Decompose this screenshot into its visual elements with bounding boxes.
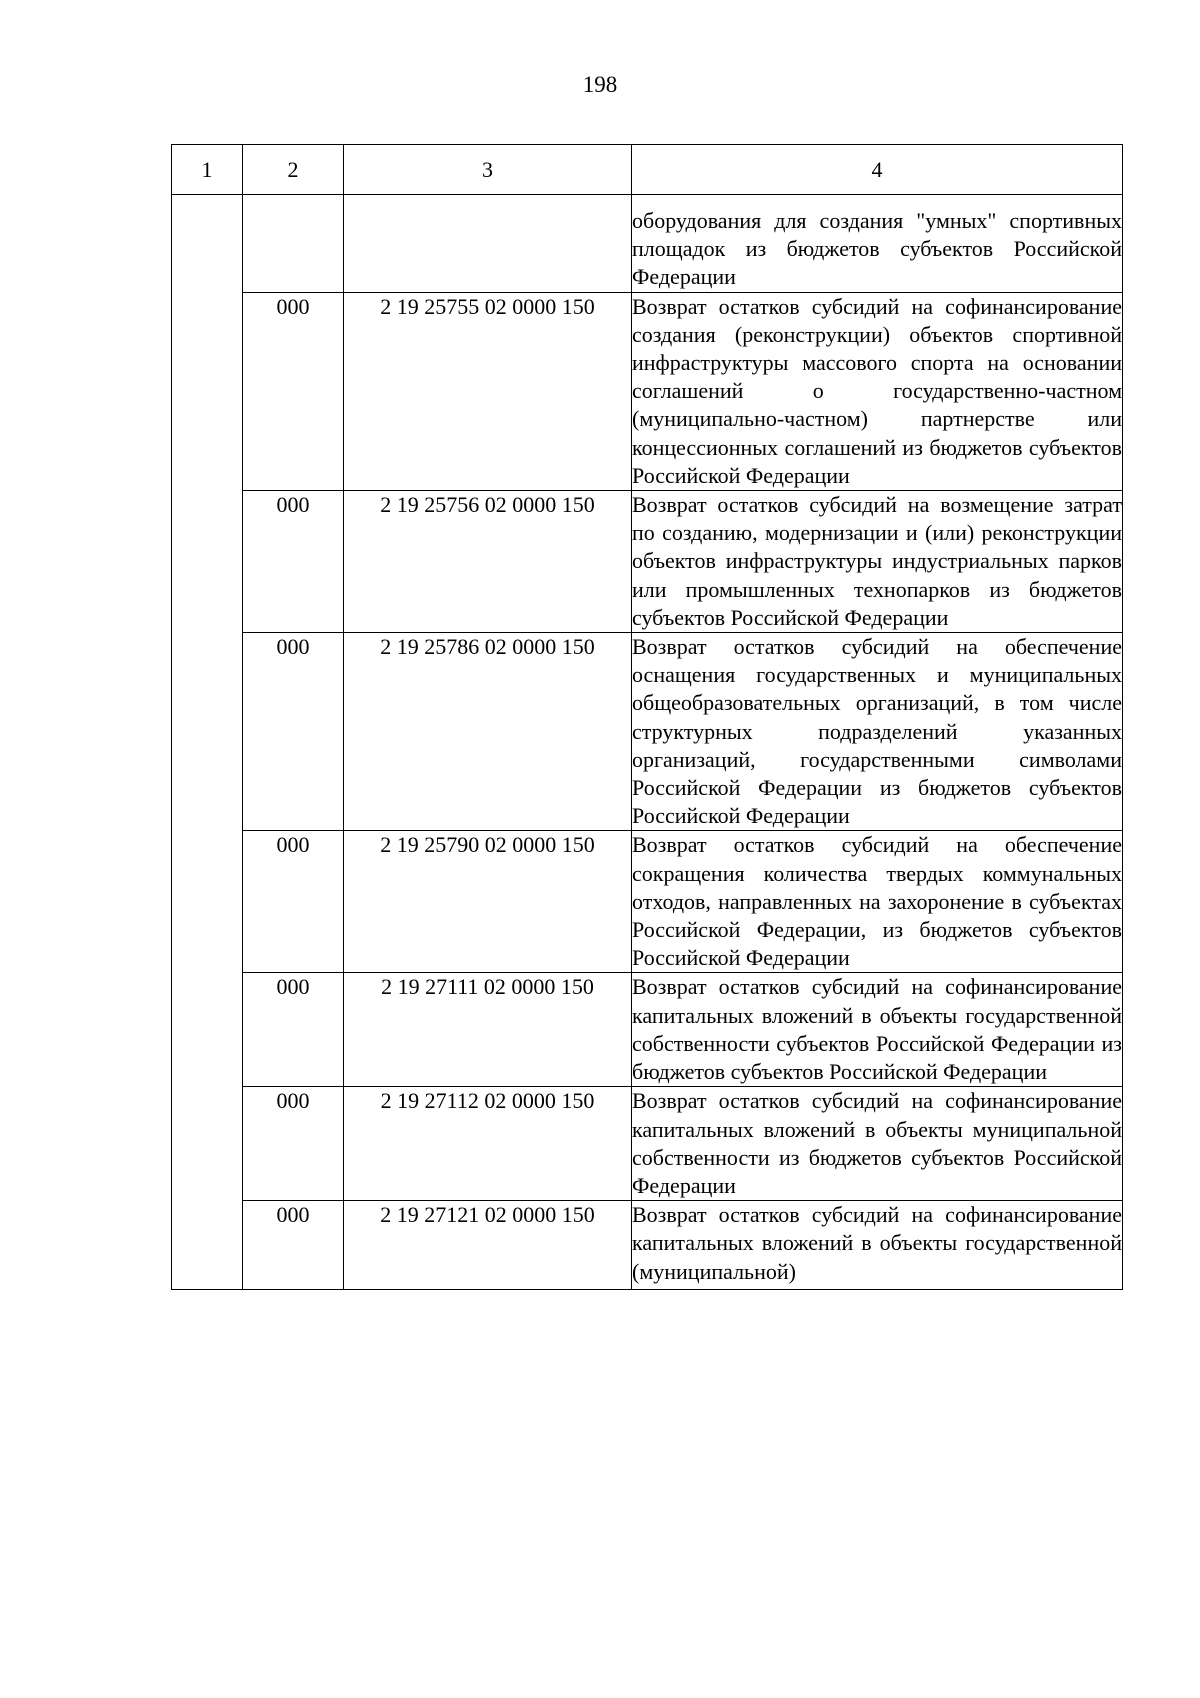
table-row [172,491,1123,633]
budget-code-cell: 2 19 25756 02 0000 150 [344,491,632,633]
col-1-cell [172,195,243,1290]
description-cell: Возврат остатков субсидий на софинансирование создания (реконструкции) объектов спортивной инфраструктуры массового спорта на основании соглашений о государственно-частном (муниципально-частном) партнерстве или концессионных соглашений из бюджетов субъектов Российской Федерации [632,292,1123,490]
admin-code-cell: 000 [243,973,344,1087]
header-col-1: 1 [172,145,243,195]
description-cell: Возврат остатков субсидий на обеспечение сокращения количества твердых коммунальных отходов, направленных на захоронение в субъектах Российской Федерации, из бюджетов субъектов Российской Федерации [632,831,1123,973]
admin-code-cell: 000 [243,1087,344,1201]
header-col-2: 2 [243,145,344,195]
budget-code-cell [344,195,632,293]
table-row [172,1087,1123,1201]
description-cell: Возврат остатков субсидий на возмещение затрат по созданию, модернизации и (или) реконструкции объектов инфраструктуры индустриальных парков или промышленных технопарков из бюджетов субъектов Российской Федерации [632,491,1123,633]
table-row [172,633,1123,831]
page-number: 198 [582,72,618,97]
budget-code-cell: 2 19 25790 02 0000 150 [344,831,632,973]
table-row [172,1201,1123,1290]
admin-code-cell: 000 [243,831,344,973]
admin-code-cell: 000 [243,633,344,831]
admin-code-cell [243,195,344,293]
description-cell: Возврат остатков субсидий на софинансирование капитальных вложений в объекты государственной собственности субъектов Российской Федерации из бюджетов субъектов Российской Федерации [632,973,1123,1087]
budget-code-cell: 2 19 27112 02 0000 150 [344,1087,632,1201]
header-col-3: 3 [344,145,632,195]
admin-code-cell: 000 [243,1201,344,1290]
header-col-4: 4 [632,145,1123,195]
table-row [172,292,1123,490]
description-cell: Возврат остатков субсидий на софинансирование капитальных вложений в объекты муниципальной собственности из бюджетов субъектов Российской Федерации [632,1087,1123,1201]
table-row [172,195,1123,293]
table-row [172,973,1123,1087]
table-row [172,831,1123,973]
description-cell: Возврат остатков субсидий на обеспечение оснащения государственных и муниципальных общеобразовательных организаций, в том числе структурных подразделений указанных организаций, государственными символами Российской Федерации из бюджетов субъектов Российской Федерации [632,633,1123,831]
admin-code-cell: 000 [243,491,344,633]
budget-code-table [171,144,1123,1290]
budget-code-cell: 2 19 25786 02 0000 150 [344,633,632,831]
table-header-row [172,145,1123,195]
budget-code-cell: 2 19 27121 02 0000 150 [344,1201,632,1290]
budget-code-cell: 2 19 27111 02 0000 150 [344,973,632,1087]
admin-code-cell: 000 [243,292,344,490]
budget-code-cell: 2 19 25755 02 0000 150 [344,292,632,490]
description-cell: оборудования для создания "умных" спортивных площадок из бюджетов субъектов Российской Федерации [632,195,1123,293]
description-cell: Возврат остатков субсидий на софинансирование капитальных вложений в объекты государственной (муниципальной) [632,1201,1123,1290]
